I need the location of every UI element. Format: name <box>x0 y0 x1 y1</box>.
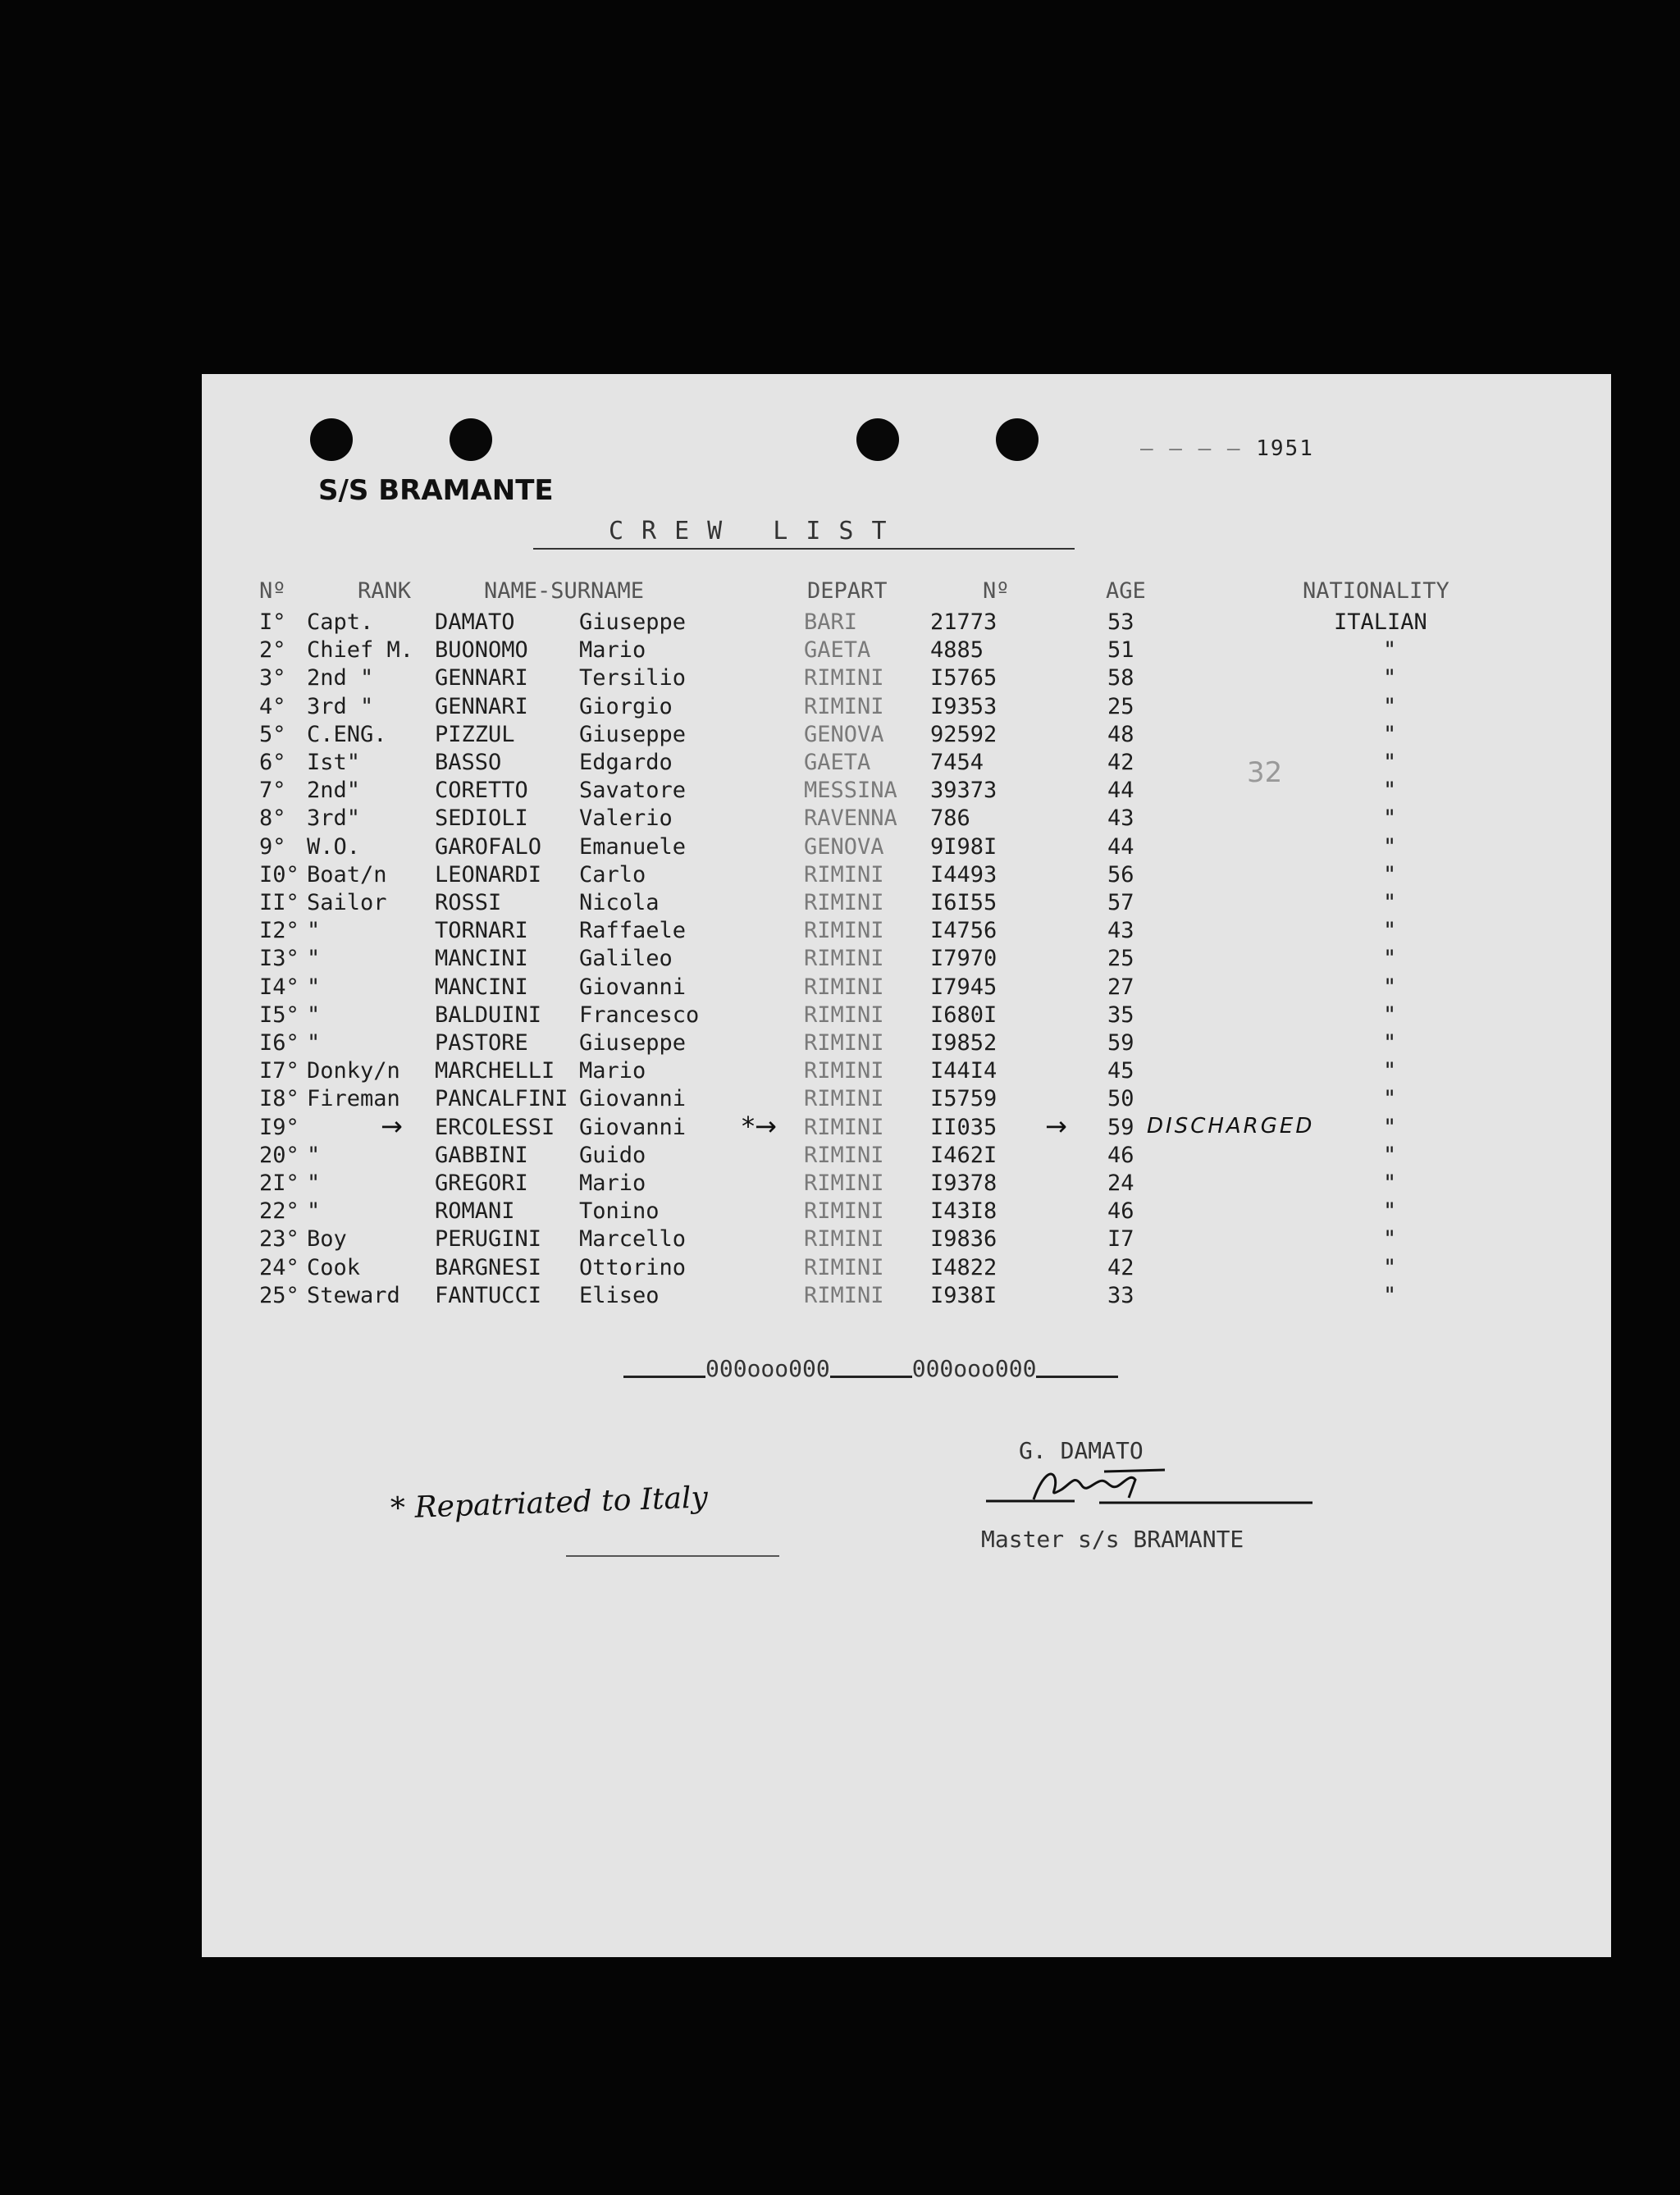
cell-age: 46 <box>1107 1198 1134 1224</box>
cell-nationality: " <box>1383 862 1397 888</box>
cell-surname: TORNARI <box>435 918 528 943</box>
cell-number: I4493 <box>930 862 998 888</box>
cell-no: 4° <box>259 694 286 719</box>
cell-first-name: Marcello <box>579 1226 687 1252</box>
cell-number: I462I <box>930 1143 998 1168</box>
cell-rank: 3rd " <box>307 694 374 719</box>
cell-age: 35 <box>1107 1002 1134 1028</box>
cell-no: I4° <box>259 974 299 1000</box>
cell-number: 4885 <box>930 637 984 663</box>
cell-depart: RIMINI <box>804 1086 884 1111</box>
cell-first-name: Savatore <box>579 778 687 803</box>
cell-first-name: Eliseo <box>579 1283 660 1308</box>
cell-no: I7° <box>259 1058 299 1084</box>
cell-nationality: " <box>1383 1002 1397 1028</box>
cell-surname: MANCINI <box>435 946 528 971</box>
cell-number: I5759 <box>930 1086 998 1111</box>
cell-depart: RIMINI <box>804 890 884 915</box>
cell-surname: ROMANI <box>435 1198 515 1224</box>
cell-rank: Ist" <box>307 750 361 775</box>
cell-first-name: Mario <box>579 637 646 663</box>
cell-first-name: Giovanni <box>579 1086 687 1111</box>
cell-rank: Donky/n <box>307 1058 400 1084</box>
punch-hole <box>450 418 492 461</box>
arrow-icon: → <box>381 1111 403 1142</box>
cell-depart: RIMINI <box>804 1226 884 1252</box>
handwritten-signature <box>976 1460 1321 1517</box>
cell-rank: " <box>307 918 321 943</box>
cell-depart: BARI <box>804 609 858 635</box>
cell-nationality: " <box>1383 890 1397 915</box>
cell-nationality: " <box>1383 1143 1397 1168</box>
cell-age: 44 <box>1107 834 1134 860</box>
cell-nationality: " <box>1383 1171 1397 1196</box>
cell-nationality: " <box>1383 805 1397 831</box>
cell-first-name: Giorgio <box>579 694 673 719</box>
cell-rank: Cook <box>307 1255 361 1280</box>
cell-nationality: " <box>1383 722 1397 747</box>
cell-first-name: Raffaele <box>579 918 687 943</box>
cell-age: 43 <box>1107 805 1134 831</box>
cell-rank: Steward <box>307 1283 400 1308</box>
col-header-depart: DEPART <box>807 578 888 604</box>
cell-depart: RIMINI <box>804 1171 884 1196</box>
cell-no: I6° <box>259 1030 299 1056</box>
date-text: — — — — <box>1140 436 1242 461</box>
cell-number: I6I55 <box>930 890 998 915</box>
cell-depart: RIMINI <box>804 862 884 888</box>
cell-nationality: " <box>1383 778 1397 803</box>
cell-surname: BUONOMO <box>435 637 528 663</box>
cell-first-name: Guido <box>579 1143 646 1168</box>
cell-surname: PANCALFINI <box>435 1086 568 1111</box>
cell-number: I9852 <box>930 1030 998 1056</box>
cell-nationality: " <box>1383 1115 1397 1140</box>
rule-segment <box>830 1362 912 1378</box>
cell-surname: MANCINI <box>435 974 528 1000</box>
col-header-number: Nº <box>983 578 1010 604</box>
cell-rank: Boat/n <box>307 862 387 888</box>
cell-rank: Sailor <box>307 890 387 915</box>
cell-age: 25 <box>1107 946 1134 971</box>
col-header-name: NAME-SURNAME <box>484 578 645 604</box>
cell-number: I4756 <box>930 918 998 943</box>
cell-surname: BALDUINI <box>435 1002 542 1028</box>
end-marks-b: 000ooo000 <box>911 1355 1037 1382</box>
cell-no: I8° <box>259 1086 299 1111</box>
cell-no: II° <box>259 890 299 915</box>
punch-hole <box>310 418 353 461</box>
cell-depart: GENOVA <box>804 722 884 747</box>
cell-surname: FANTUCCI <box>435 1283 542 1308</box>
cell-rank: Capt. <box>307 609 374 635</box>
cell-no: 7° <box>259 778 286 803</box>
cell-first-name: Ottorino <box>579 1255 687 1280</box>
ship-name: S/S BRAMANTE <box>318 474 554 507</box>
cell-number: 7454 <box>930 750 984 775</box>
cell-surname: GENNARI <box>435 665 528 691</box>
cell-rank: 2nd " <box>307 665 374 691</box>
cell-age: 56 <box>1107 862 1134 888</box>
cell-nationality: " <box>1383 918 1397 943</box>
cell-first-name: Galileo <box>579 946 673 971</box>
cell-surname: GENNARI <box>435 694 528 719</box>
cell-age: 45 <box>1107 1058 1134 1084</box>
cell-rank: " <box>307 1002 321 1028</box>
master-title: Master s/s BRAMANTE <box>981 1526 1244 1553</box>
cell-surname: MARCHELLI <box>435 1058 555 1084</box>
cell-age: 27 <box>1107 974 1134 1000</box>
cell-no: 2° <box>259 637 286 663</box>
cell-number: 786 <box>930 805 970 831</box>
cell-age: 46 <box>1107 1143 1134 1168</box>
cell-nationality: " <box>1383 637 1397 663</box>
cell-number: I9353 <box>930 694 998 719</box>
cell-rank: 3rd" <box>307 805 361 831</box>
cell-no: I° <box>259 609 286 635</box>
cell-nationality: ITALIAN <box>1334 609 1427 635</box>
document-title: CREW LIST <box>609 517 905 545</box>
cell-first-name: Giovanni <box>579 1115 687 1140</box>
document-date <box>1140 436 1314 461</box>
cell-depart: RIMINI <box>804 1002 884 1028</box>
rule-segment <box>623 1362 705 1378</box>
cell-first-name: Giuseppe <box>579 722 687 747</box>
cell-nationality: " <box>1383 1198 1397 1224</box>
cell-age: 53 <box>1107 609 1134 635</box>
cell-number: I44I4 <box>930 1058 998 1084</box>
cell-surname: GAROFALO <box>435 834 542 860</box>
cell-nationality: " <box>1383 750 1397 775</box>
cell-nationality: " <box>1383 1255 1397 1280</box>
cell-depart: MESSINA <box>804 778 897 803</box>
cell-nationality: " <box>1383 946 1397 971</box>
cell-no: 24° <box>259 1255 299 1280</box>
cell-depart: RIMINI <box>804 1058 884 1084</box>
page-mark: 32 <box>1247 756 1283 789</box>
cell-surname: PIZZUL <box>435 722 515 747</box>
cell-depart: RIMINI <box>804 694 884 719</box>
cell-age: 59 <box>1107 1030 1134 1056</box>
master-name: G. DAMATO <box>1019 1437 1144 1464</box>
cell-first-name: Mario <box>579 1058 646 1084</box>
cell-age: 43 <box>1107 918 1134 943</box>
cell-first-name: Tersilio <box>579 665 687 691</box>
cell-rank: " <box>307 1198 321 1224</box>
cell-depart: GAETA <box>804 637 871 663</box>
cell-surname: LEONARDI <box>435 862 542 888</box>
date-year: 1951 <box>1256 436 1314 461</box>
punch-hole <box>996 418 1039 461</box>
cell-no: I3° <box>259 946 299 971</box>
cell-depart: RIMINI <box>804 1143 884 1168</box>
footnote-underline <box>566 1555 779 1557</box>
cell-nationality: " <box>1383 834 1397 860</box>
cell-number: I938I <box>930 1283 998 1308</box>
cell-first-name: Giuseppe <box>579 609 687 635</box>
cell-no: 22° <box>259 1198 299 1224</box>
cell-surname: PERUGINI <box>435 1226 542 1252</box>
rule-segment <box>1036 1362 1118 1378</box>
cell-first-name: Nicola <box>579 890 660 915</box>
cell-nationality: " <box>1383 1058 1397 1084</box>
cell-age: 51 <box>1107 637 1134 663</box>
cell-depart: RIMINI <box>804 665 884 691</box>
title-underline <box>533 548 1075 550</box>
cell-rank: " <box>307 1030 321 1056</box>
cell-rank: Boy <box>307 1226 347 1252</box>
cell-depart: RIMINI <box>804 974 884 1000</box>
cell-depart: RIMINI <box>804 1198 884 1224</box>
cell-no: 23° <box>259 1226 299 1252</box>
cell-age: 58 <box>1107 665 1134 691</box>
cell-number: II035 <box>930 1115 998 1140</box>
cell-age: 42 <box>1107 1255 1134 1280</box>
cell-surname: BARGNESI <box>435 1255 542 1280</box>
cell-age: 44 <box>1107 778 1134 803</box>
cell-no: 2I° <box>259 1171 299 1196</box>
col-header-rank: RANK <box>358 578 412 604</box>
cell-no: I5° <box>259 1002 299 1028</box>
cell-number: I43I8 <box>930 1198 998 1224</box>
cell-first-name: Francesco <box>579 1002 700 1028</box>
cell-no: 25° <box>259 1283 299 1308</box>
cell-no: 9° <box>259 834 286 860</box>
cell-age: 50 <box>1107 1086 1134 1111</box>
cell-nationality: " <box>1383 1226 1397 1252</box>
cell-no: I0° <box>259 862 299 888</box>
end-of-list-marks <box>623 1355 1118 1382</box>
end-marks-a: 000ooo000 <box>705 1355 830 1382</box>
cell-number: I9378 <box>930 1171 998 1196</box>
cell-age: I7 <box>1107 1226 1134 1252</box>
cell-number: 21773 <box>930 609 998 635</box>
cell-rank: Chief M. <box>307 637 414 663</box>
cell-first-name: Tonino <box>579 1198 660 1224</box>
cell-first-name: Carlo <box>579 862 646 888</box>
cell-nationality: " <box>1383 665 1397 691</box>
cell-depart: RIMINI <box>804 1115 884 1140</box>
cell-no: 6° <box>259 750 286 775</box>
cell-depart: RIMINI <box>804 918 884 943</box>
cell-no: 5° <box>259 722 286 747</box>
cell-rank: " <box>307 974 321 1000</box>
cell-rank: " <box>307 946 321 971</box>
cell-no: I9° <box>259 1115 299 1140</box>
col-header-age: AGE <box>1106 578 1146 604</box>
cell-number: I7945 <box>930 974 998 1000</box>
cell-number: I5765 <box>930 665 998 691</box>
cell-surname: GABBINI <box>435 1143 528 1168</box>
cell-nationality: " <box>1383 694 1397 719</box>
cell-nationality: " <box>1383 974 1397 1000</box>
cell-first-name: Valerio <box>579 805 673 831</box>
cell-surname: SEDIOLI <box>435 805 528 831</box>
cell-surname: ERCOLESSI <box>435 1115 555 1140</box>
cell-depart: GAETA <box>804 750 871 775</box>
arrow-icon: → <box>1045 1111 1067 1142</box>
asterisk-arrow-icon: *→ <box>742 1111 777 1142</box>
cell-depart: RIMINI <box>804 1283 884 1308</box>
cell-depart: RIMINI <box>804 1255 884 1280</box>
cell-rank: C.ENG. <box>307 722 387 747</box>
cell-number: I7970 <box>930 946 998 971</box>
cell-first-name: Emanuele <box>579 834 687 860</box>
cell-surname: GREGORI <box>435 1171 528 1196</box>
cell-number: 92592 <box>930 722 998 747</box>
cell-surname: BASSO <box>435 750 502 775</box>
cell-nationality: " <box>1383 1030 1397 1056</box>
cell-first-name: Giovanni <box>579 974 687 1000</box>
cell-no: I2° <box>259 918 299 943</box>
cell-depart: GENOVA <box>804 834 884 860</box>
cell-surname: DAMATO <box>435 609 515 635</box>
cell-depart: RIMINI <box>804 1030 884 1056</box>
cell-depart: RIMINI <box>804 946 884 971</box>
cell-surname: CORETTO <box>435 778 528 803</box>
cell-nationality: " <box>1383 1086 1397 1111</box>
cell-number: I4822 <box>930 1255 998 1280</box>
cell-age: 25 <box>1107 694 1134 719</box>
cell-rank: " <box>307 1143 321 1168</box>
cell-no: 20° <box>259 1143 299 1168</box>
cell-no: 8° <box>259 805 286 831</box>
cell-first-name: Edgardo <box>579 750 673 775</box>
cell-age: 48 <box>1107 722 1134 747</box>
cell-surname: ROSSI <box>435 890 502 915</box>
cell-rank: 2nd" <box>307 778 361 803</box>
cell-age: 59 <box>1107 1115 1134 1140</box>
cell-age: 33 <box>1107 1283 1134 1308</box>
col-header-no: Nº <box>259 578 286 604</box>
cell-age: 57 <box>1107 890 1134 915</box>
cell-surname: PASTORE <box>435 1030 528 1056</box>
discharged-note: DISCHARGED <box>1147 1114 1315 1139</box>
cell-nationality: " <box>1383 1283 1397 1308</box>
cell-first-name: Giuseppe <box>579 1030 687 1056</box>
cell-age: 42 <box>1107 750 1134 775</box>
cell-first-name: Mario <box>579 1171 646 1196</box>
cell-age: 24 <box>1107 1171 1134 1196</box>
repatriation-footnote: * Repatriated to Italy <box>390 1481 709 1526</box>
cell-rank: Fireman <box>307 1086 400 1111</box>
cell-number: 9I98I <box>930 834 998 860</box>
punch-hole <box>856 418 899 461</box>
cell-number: I9836 <box>930 1226 998 1252</box>
col-header-nationality: NATIONALITY <box>1303 578 1449 604</box>
cell-number: I680I <box>930 1002 998 1028</box>
cell-rank: W.O. <box>307 834 361 860</box>
cell-rank: " <box>307 1171 321 1196</box>
cell-depart: RAVENNA <box>804 805 897 831</box>
cell-number: 39373 <box>930 778 998 803</box>
cell-no: 3° <box>259 665 286 691</box>
